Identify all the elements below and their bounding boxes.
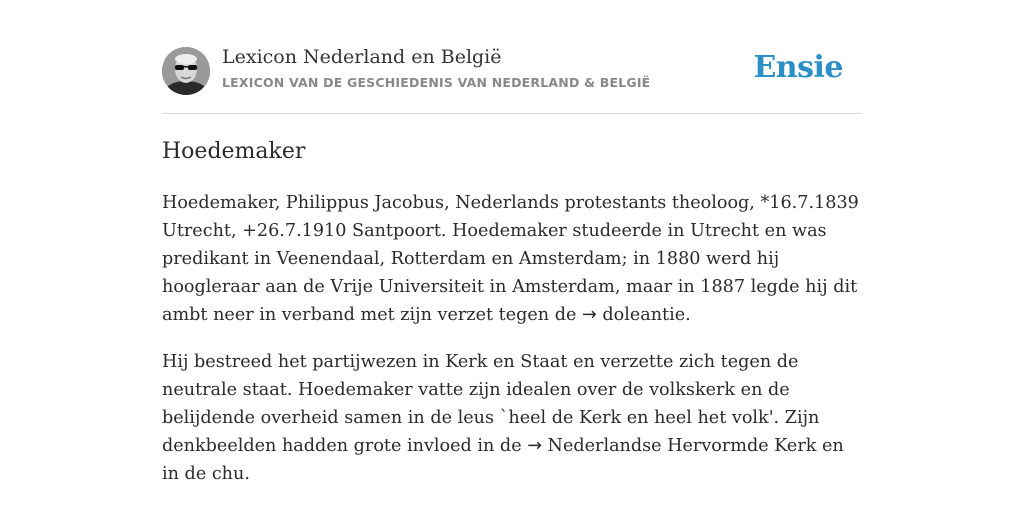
link-doleantie-text: doleantie [602, 305, 686, 325]
ensie-logo-link[interactable]: Ensie [753, 50, 843, 85]
entry-paragraph-2 [162, 348, 864, 488]
page [162, 0, 862, 484]
paragraph-1-tail: . [685, 305, 691, 325]
avatar[interactable] [162, 47, 210, 95]
paragraph-1-text: Hoedemaker, Philippus Jacobus, Nederlands protestants theoloog, *16.7.1839 Utrecht, +26.7.1910 Santpoort. Hoedemaker studeerde in Utrecht en was predikant in Veenendaal, Rotterdam en Amsterdam; in 1880 werd hij hoogleraar aan de Vrije Universiteit in Amsterdam, maar in 1887 legde hij dit ambt neer in verband met zijn verzet tegen de [162, 193, 859, 325]
link-nederlandse-hervormde-kerk[interactable] [527, 436, 816, 456]
link-doleantie[interactable] [582, 305, 685, 325]
link-nederlandse-hervormde-kerk-text: Nederlandse Hervormde Kerk [547, 436, 817, 456]
entry-body [162, 189, 864, 507]
header [162, 0, 862, 114]
avatar-portrait-icon [162, 47, 210, 95]
site-subtitle: LEXICON VAN DE GESCHIEDENIS VAN NEDERLAND & BELGIË [222, 75, 651, 90]
entry-paragraph-1 [162, 189, 864, 329]
paragraph-2-text: Hij bestreed het partijwezen in Kerk en Staat en verzette zich tegen de neutrale staat. Hoedemaker vatte zijn idealen over de volkskerk en de belijdende overheid samen in de leus `heel de Kerk en heel het volk'. Zijn denkbeelden hadden grote invloed in de [162, 352, 820, 456]
site-title[interactable]: Lexicon Nederland en België [222, 46, 502, 68]
arrow-right-icon: → [582, 305, 597, 325]
entry-title: Hoedemaker [162, 139, 306, 164]
paragraph-2-tail: en in de chu. [162, 436, 844, 484]
arrow-right-icon: → [527, 436, 542, 456]
